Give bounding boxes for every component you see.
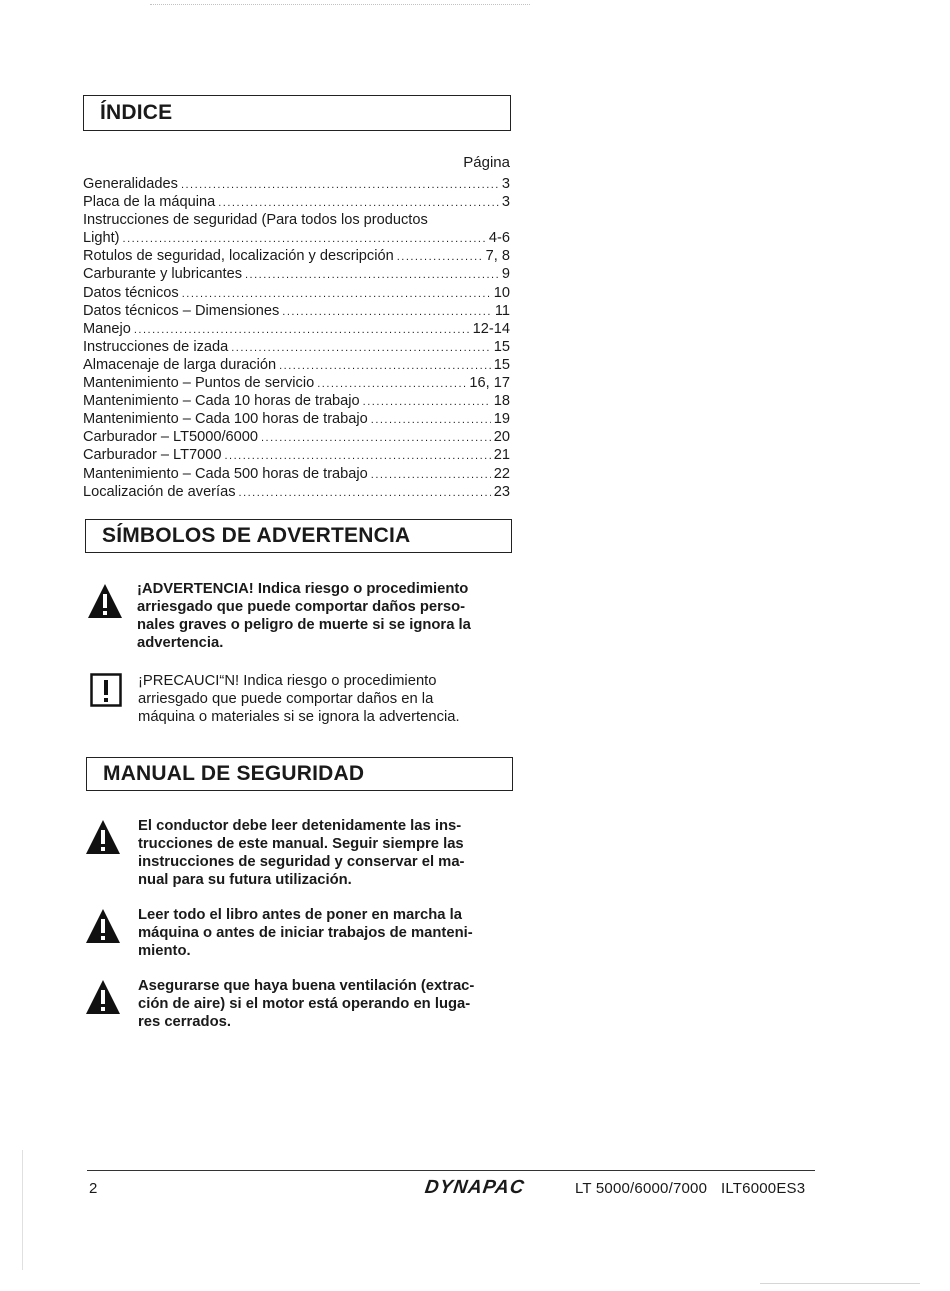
dot-leader [317, 375, 466, 393]
footer-rule [87, 1170, 815, 1171]
indice-title: ÍNDICE [100, 101, 173, 124]
toc-entry[interactable]: Generalidades ..... 3 [83, 175, 510, 193]
toc-entry[interactable]: Instrucciones de izada ..... 15 [83, 338, 510, 356]
brand-logo: DYNAPAC [423, 1177, 527, 1198]
toc-entry[interactable]: Placa de la máquina ..... 3 [83, 193, 510, 211]
warning-triangle-icon [87, 583, 123, 624]
dot-leader [279, 357, 491, 375]
dot-leader [239, 484, 491, 502]
dot-leader [231, 339, 491, 357]
safety-instruction: Asegurarse que haya buena ventilación (extrac- ción de aire) si el motor está operando en luga- res cerrados. [138, 978, 475, 1031]
toc-entry[interactable]: Mantenimiento – Cada 100 horas de trabajo ..... 19 [83, 410, 510, 428]
table-of-contents [83, 175, 510, 501]
dot-leader [218, 194, 499, 212]
dot-leader [182, 285, 491, 303]
simbolos-title: SÍMBOLOS DE ADVERTENCIA [102, 524, 411, 547]
dot-leader [282, 303, 492, 321]
dot-leader [371, 466, 491, 484]
dot-leader [261, 429, 491, 447]
toc-entry[interactable]: Mantenimiento – Puntos de servicio ..... 16, 17 [83, 374, 510, 392]
warning-triangle-icon [85, 908, 121, 949]
toc-entry[interactable]: Datos técnicos – Dimensiones ..... 11 [83, 302, 510, 320]
warning-triangle-icon [85, 979, 121, 1020]
warning-description: ¡ADVERTENCIA! Indica riesgo o procedimiento arriesgado que puede comportar daños perso- nales graves o peligro de muerte si se ignora la advertencia. [137, 581, 471, 652]
caution-description: ¡PRECAUCI“N! Indica riesgo o procedimiento arriesgado que puede comportar daños en la máquina o materiales si se ignora la advertencia. [138, 673, 460, 726]
document-code: ILT6000ES3 [721, 1180, 806, 1197]
page-column-header: Página [463, 154, 510, 171]
scan-artifact-top [150, 4, 530, 7]
toc-entry[interactable]: Almacenaje de larga duración ..... 15 [83, 356, 510, 374]
scan-artifact-bottom [760, 1283, 920, 1284]
dot-leader [224, 447, 490, 465]
dot-leader [134, 321, 470, 339]
dot-leader [371, 411, 491, 429]
scan-artifact-left [22, 1150, 23, 1270]
toc-entry[interactable]: Rotulos de seguridad, localización y descripción ..... 7, 8 [83, 247, 510, 265]
safety-instruction: El conductor debe leer detenidamente las ins- trucciones de este manual. Seguir siempre las instrucciones de seguridad y conservar el ma- nual para su futura utilización. [138, 818, 465, 889]
toc-entry[interactable]: Carburador – LT7000 ..... 21 [83, 446, 510, 464]
toc-entry[interactable]: Datos técnicos ..... 10 [83, 284, 510, 302]
simbolos-heading [85, 519, 512, 553]
dot-leader [363, 393, 491, 411]
indice-heading [83, 95, 511, 131]
toc-entry-first-line[interactable]: Instrucciones de seguridad (Para todos los productos [83, 212, 428, 229]
toc-entry[interactable]: Localización de averías ..... 23 [83, 483, 510, 501]
toc-entry[interactable]: Mantenimiento – Cada 10 horas de trabajo ..... 18 [83, 392, 510, 410]
dot-leader [181, 176, 499, 194]
manual-heading [86, 757, 513, 791]
toc-entry[interactable]: Carburante y lubricantes ..... 9 [83, 265, 510, 283]
toc-entry-continuation[interactable]: Light) ..... 4-6 [83, 229, 510, 247]
page-number: 2 [89, 1180, 98, 1197]
toc-entry[interactable]: Carburador – LT5000/6000 ..... 20 [83, 428, 510, 446]
toc-entry[interactable]: Manejo ..... 12-14 [83, 320, 510, 338]
model-range: LT 5000/6000/7000 [575, 1180, 708, 1197]
warning-triangle-icon [85, 819, 121, 860]
manual-title: MANUAL DE SEGURIDAD [103, 762, 365, 785]
dot-leader [397, 248, 483, 266]
dot-leader [245, 266, 499, 284]
toc-entry[interactable]: Mantenimiento – Cada 500 horas de trabajo ..... 22 [83, 465, 510, 483]
dot-leader [123, 230, 486, 248]
caution-box-icon [90, 673, 122, 712]
safety-instruction: Leer todo el libro antes de poner en marcha la máquina o antes de iniciar trabajos de manteni- miento. [138, 907, 473, 960]
